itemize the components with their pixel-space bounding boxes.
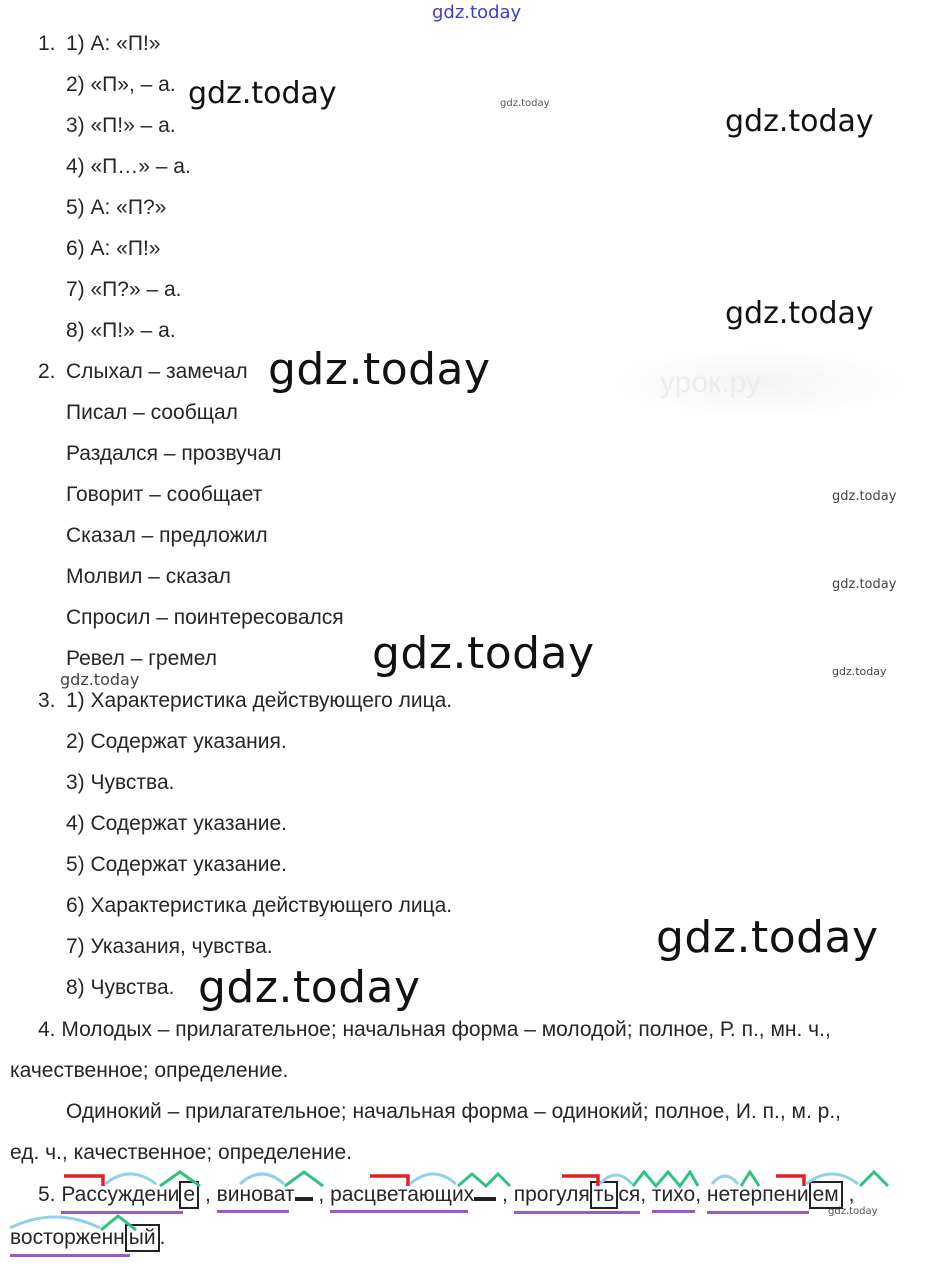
task2-item: Слыхал – замечал [66, 360, 248, 383]
task3-number: 3. [38, 689, 56, 712]
task4-text: ед. ч., качественное; определение. [10, 1141, 352, 1164]
morph-word: Рассуждени е [61, 1181, 199, 1209]
task1-item: 8) «П!» – а. [66, 319, 176, 342]
task2-item: Писал – сообщал [66, 401, 238, 424]
watermark: gdz.today [656, 912, 879, 963]
task3-item: 2) Содержат указания. [66, 730, 287, 753]
watermark: gdz.today [500, 98, 550, 109]
task2-item: Говорит – сообщает [66, 483, 263, 506]
task2-item: Спросил – поинтересовался [66, 606, 344, 629]
task2-item: Раздался – прозвучал [66, 442, 282, 465]
task2-item: Молвил – сказал [66, 565, 231, 588]
morph-word: восторженн ый [10, 1224, 160, 1252]
task1-item: 7) «П?» – а. [66, 278, 182, 301]
task3-item: 7) Указания, чувства. [66, 935, 273, 958]
stem-underline [707, 1211, 809, 1214]
task1-number: 1. [38, 32, 56, 55]
watermark: gdz.today [832, 665, 887, 678]
task1-item: 3) «П!» – а. [66, 114, 176, 137]
task5-line1: 5. Рассуждени е , виноват , расцветающих , прогуля ть ся , тихо , нетерпени ем , [38, 1181, 854, 1209]
task1-item: 1) А: «П!» [66, 32, 161, 55]
suffix-mark [860, 1172, 888, 1186]
watermark: gdz.today [188, 76, 337, 111]
watermark: gdz.today [60, 670, 140, 689]
morph-word: нетерпени ем [707, 1181, 843, 1209]
task5-line2: восторженн ый . [10, 1224, 165, 1252]
morph-word: расцветающих [330, 1182, 496, 1208]
task3-item: 6) Характеристика действующего лица. [66, 894, 453, 917]
morph-word: тихо [652, 1182, 695, 1208]
task1-item: 5) А: «П?» [66, 196, 167, 219]
stem-underline [61, 1211, 183, 1214]
ending-box: ть [590, 1181, 619, 1209]
task4-text: качественное; определение. [10, 1059, 289, 1082]
task4-paragraph2: Одинокий – прилагательное; начальная форма – одинокий; полное, И. п., м. р., [66, 1100, 842, 1123]
morph-word: прогуля ть ся [514, 1181, 641, 1209]
task5-number: 5. [38, 1183, 56, 1206]
task2-item: Ревел – гремел [66, 647, 217, 670]
task3-item: 8) Чувства. [66, 976, 175, 999]
stem-underline [217, 1210, 289, 1213]
task2-item: Сказал – предложил [66, 524, 268, 547]
watermark: gdz.today [268, 344, 491, 395]
watermark: gdz.today [828, 1206, 878, 1217]
task4-text: Молодых – прилагательное; начальная форма – молодой; полное, Р. п., мн. ч., [61, 1018, 831, 1041]
stem-underline [652, 1210, 695, 1213]
stem-underline [514, 1211, 641, 1214]
stem-underline [330, 1210, 468, 1213]
ghost-watermark: урок.ру [610, 348, 910, 418]
task1-item: 6) А: «П!» [66, 237, 161, 260]
task3-item: 5) Содержат указание. [66, 853, 287, 876]
watermark: gdz.today [725, 104, 874, 139]
task3-item: 1) Характеристика действующего лица. [66, 689, 453, 712]
task2-number: 2. [38, 360, 56, 383]
ending-box [474, 1197, 496, 1201]
ending-box: ый [125, 1224, 160, 1252]
task4-paragraph1 [38, 1017, 831, 1043]
watermark: gdz.today [832, 489, 897, 504]
ending-box: е [179, 1181, 199, 1209]
morph-word: виноват [217, 1182, 313, 1208]
stem-underline [10, 1254, 130, 1257]
task1-item: 4) «П…» – а. [66, 155, 191, 178]
task3-item: 4) Содержат указание. [66, 812, 287, 835]
watermark: gdz.today [372, 628, 595, 679]
watermark: gdz.today [725, 296, 874, 331]
watermark: gdz.today [198, 962, 421, 1013]
watermark: gdz.today [832, 577, 897, 592]
watermark-top: gdz.today [432, 2, 522, 23]
ending-box [295, 1197, 313, 1201]
ending-box: ем [809, 1181, 843, 1209]
task4-number: 4. [38, 1018, 56, 1041]
task1-item: 2) «П», – а. [66, 73, 176, 96]
task3-item: 3) Чувства. [66, 771, 175, 794]
